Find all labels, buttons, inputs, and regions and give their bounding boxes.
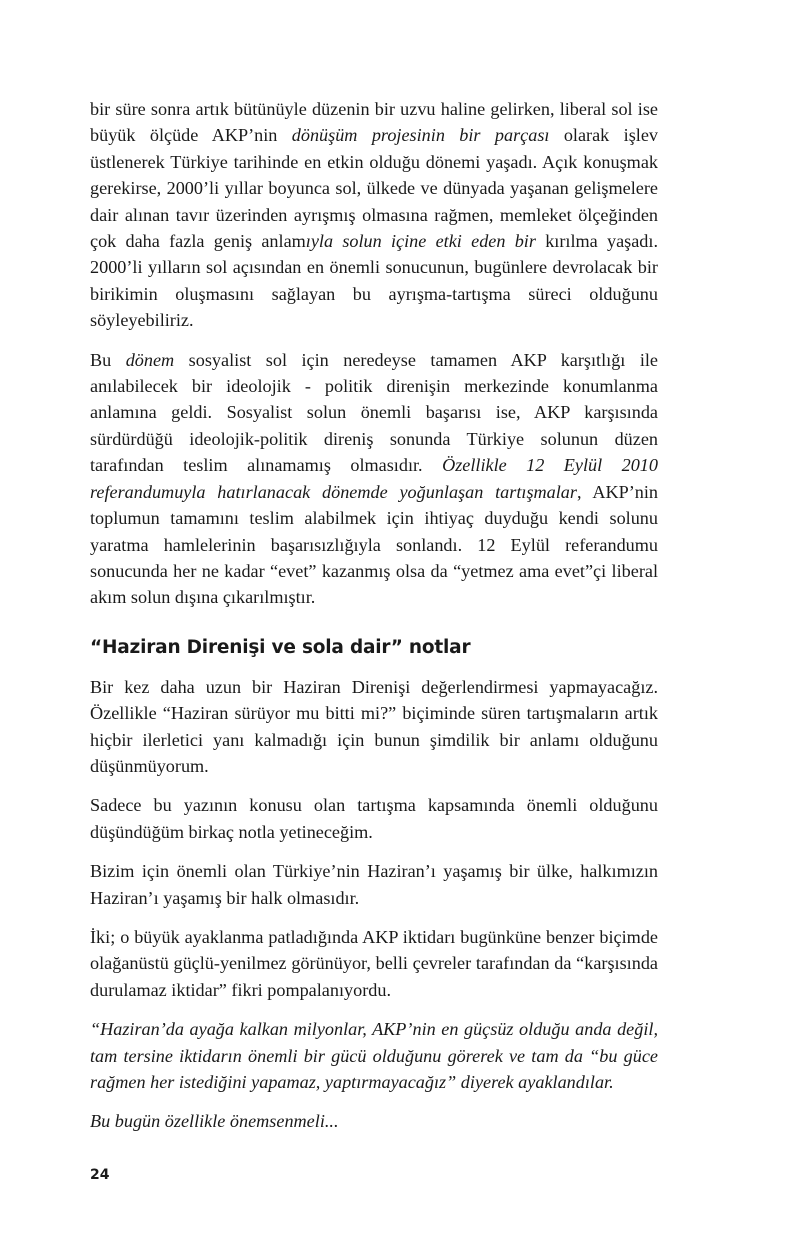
text-run: olarak işlev üstlenerek Türkiye tarihinde en etkin olduğu dönemi yaşadı. Açık konuşmak gerekirse, 2000’li yıllar boyunca sol, ülkede ve dünyada yaşanan gelişmelere dair alınan tavır üzerinden ayrışmış olmasına rağmen, memleket ölçeğinden çok daha fazla geniş anlam bbox=[90, 125, 658, 252]
text-run: bir süre sonra artık bütünüyle düzenin bir uzvu haline gelirken, liberal sol ise büyük ölçüde AKP’nin bbox=[90, 99, 658, 146]
text-run-italic: dönüşüm projesinin bir parçası bbox=[291, 125, 550, 146]
section-heading: “Haziran Direnişi ve sola dair” notlar bbox=[90, 636, 471, 658]
text-run: kırılma yaşadı. 2000’li yılların sol açısından en önemli sonucunun, bugünlere devrolacak bir birikimin oluşmasını sağlayan bu ayrışma-tartışma süreci olduğunu söyleyebiliriz. bbox=[90, 231, 658, 331]
paragraph-5: Bizim için önemli olan Türkiye’nin Haziran’ı yaşamış bir ülke, halkımızın Haziran’ı yaşamış bir halk olmasıdır. bbox=[90, 861, 658, 908]
page-content bbox=[90, 96, 658, 1135]
page-number: 24 bbox=[90, 1167, 110, 1183]
paragraph-4: Sadece bu yazının konusu olan tartışma kapsamında önemli olduğunu düşündüğüm birkaç notla yetineceğim. bbox=[90, 795, 658, 842]
paragraph-8-quote: Bu bugün özellikle önemsenmeli... bbox=[90, 1111, 339, 1132]
text-run-italic: dönem bbox=[125, 349, 175, 370]
text-run-italic: Özellikle 12 Eylül 2010 referandumuyla hatırlanacak dönemde yoğunlaşan tartışmalar bbox=[90, 455, 658, 502]
paragraph-2 bbox=[90, 347, 658, 611]
paragraph-6: İki; o büyük ayaklanma patladığında AKP iktidarı bugünküne benzer biçimde olağanüstü güçlü-yenilmez görünüyor, belli çevreler tarafından da “karşısında durulamaz iktidar” fikri pompalanıyordu. bbox=[90, 926, 658, 1000]
paragraph-3: Bir kez daha uzun bir Haziran Direnişi değerlendirmesi yapmayacağız. Özellikle “Haziran sürüyor mu bitti mi?” biçiminde süren tartışmaların artık hiçbir ilerletici yanı kalmadığı için bunun şimdilik bir anlamı olduğunu düşünmüyorum. bbox=[90, 676, 658, 776]
text-run: sosyalist sol için neredeyse tamamen AKP karşıtlığı ile anılabilecek bir ideolojik - politik direnişin merkezinde konumlanma anlamına geldi. Sosyalist solun önemli başarısı ise, AKP karşısında sürdürdüğü ideolojik-politik direniş sonunda Türkiye solunun düzen tarafından teslim alınamamış olmasıdır. bbox=[90, 349, 658, 476]
text-run: , AKP’nin toplumun tamamını teslim alabilmek için ihtiyaç duyduğu kendi solunu yaratma hamlelerinin başarısızlığıyla sonlandı. 12 Eylül referandumu sonucunda her ne kadar “evet” kazanmış olsa da “yetmez ama evet”çi liberal akım solun dışına çıkarılmıştır. bbox=[90, 481, 658, 608]
text-run-italic: ıyla solun içine etki eden bir bbox=[305, 231, 536, 252]
paragraph-1 bbox=[90, 96, 658, 334]
text-run: Bu bbox=[90, 349, 126, 370]
paragraph-7-quote: “Haziran’da ayağa kalkan milyonlar, AKP’nin en güçsüz olduğu anda değil, tam tersine iktidarın önemli bir gücü olduğunu görerek ve tam da “bu güce rağmen her istediğini yapamaz, yaptırmayacağız” diyerek ayaklandılar. bbox=[90, 1019, 658, 1092]
